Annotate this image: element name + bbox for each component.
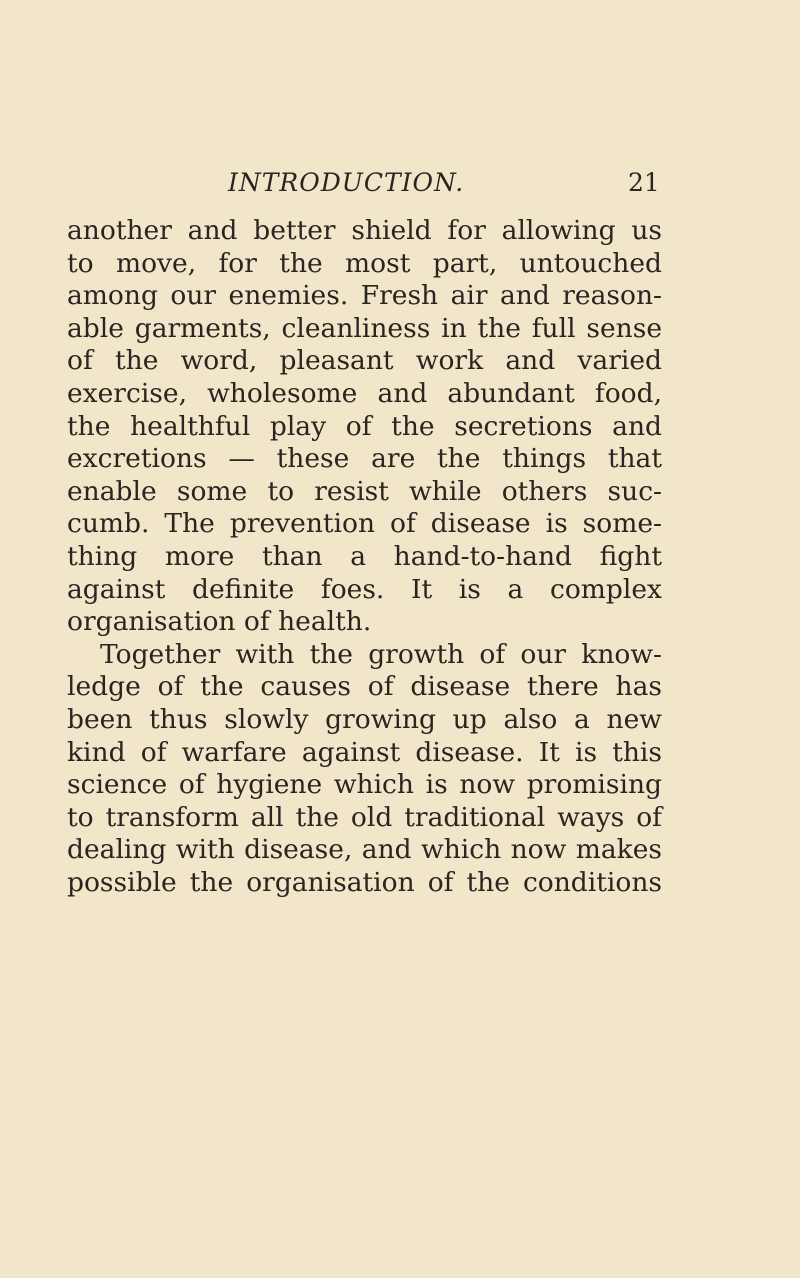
text-line: kind of warfare against disease. It is this <box>67 736 662 768</box>
text-line: ledge of the causes of disease there has <box>67 671 662 703</box>
text-line: dealing with disease, and which now makes <box>67 834 662 866</box>
running-title: INTRODUCTION. <box>228 168 465 197</box>
text-line: able garments, cleanliness in the full sense <box>67 312 662 344</box>
body-text <box>67 215 662 899</box>
running-header <box>0 168 800 204</box>
paragraph-start-line: Together with the growth of our know- <box>100 638 662 670</box>
text-line: possible the organisation of the conditions <box>67 866 662 898</box>
text-line: cumb. The prevention of disease is some- <box>67 508 662 540</box>
text-line: among our enemies. Fresh air and reason- <box>67 280 662 312</box>
text-line: thing more than a hand-to-hand fight <box>67 540 662 572</box>
text-line: science of hygiene which is now promising <box>67 769 662 801</box>
text-line: been thus slowly growing up also a new <box>67 703 662 735</box>
text-line: enable some to resist while others suc- <box>67 475 662 507</box>
text-line: to move, for the most part, untouched <box>67 247 662 279</box>
paragraph-end-line: organisation of health. <box>67 606 372 638</box>
text-line: to transform all the old traditional ways of <box>67 801 662 833</box>
text-line: another and better shield for allowing us <box>67 215 662 246</box>
text-line: exercise, wholesome and abundant food, <box>67 377 662 409</box>
page-number: 21 <box>628 168 660 197</box>
text-line: of the word, pleasant work and varied <box>67 345 662 377</box>
text-line: the healthful play of the secretions and <box>67 410 662 442</box>
text-line: against definite foes. It is a complex <box>67 573 662 605</box>
text-line: excretions — these are the things that <box>67 443 662 475</box>
